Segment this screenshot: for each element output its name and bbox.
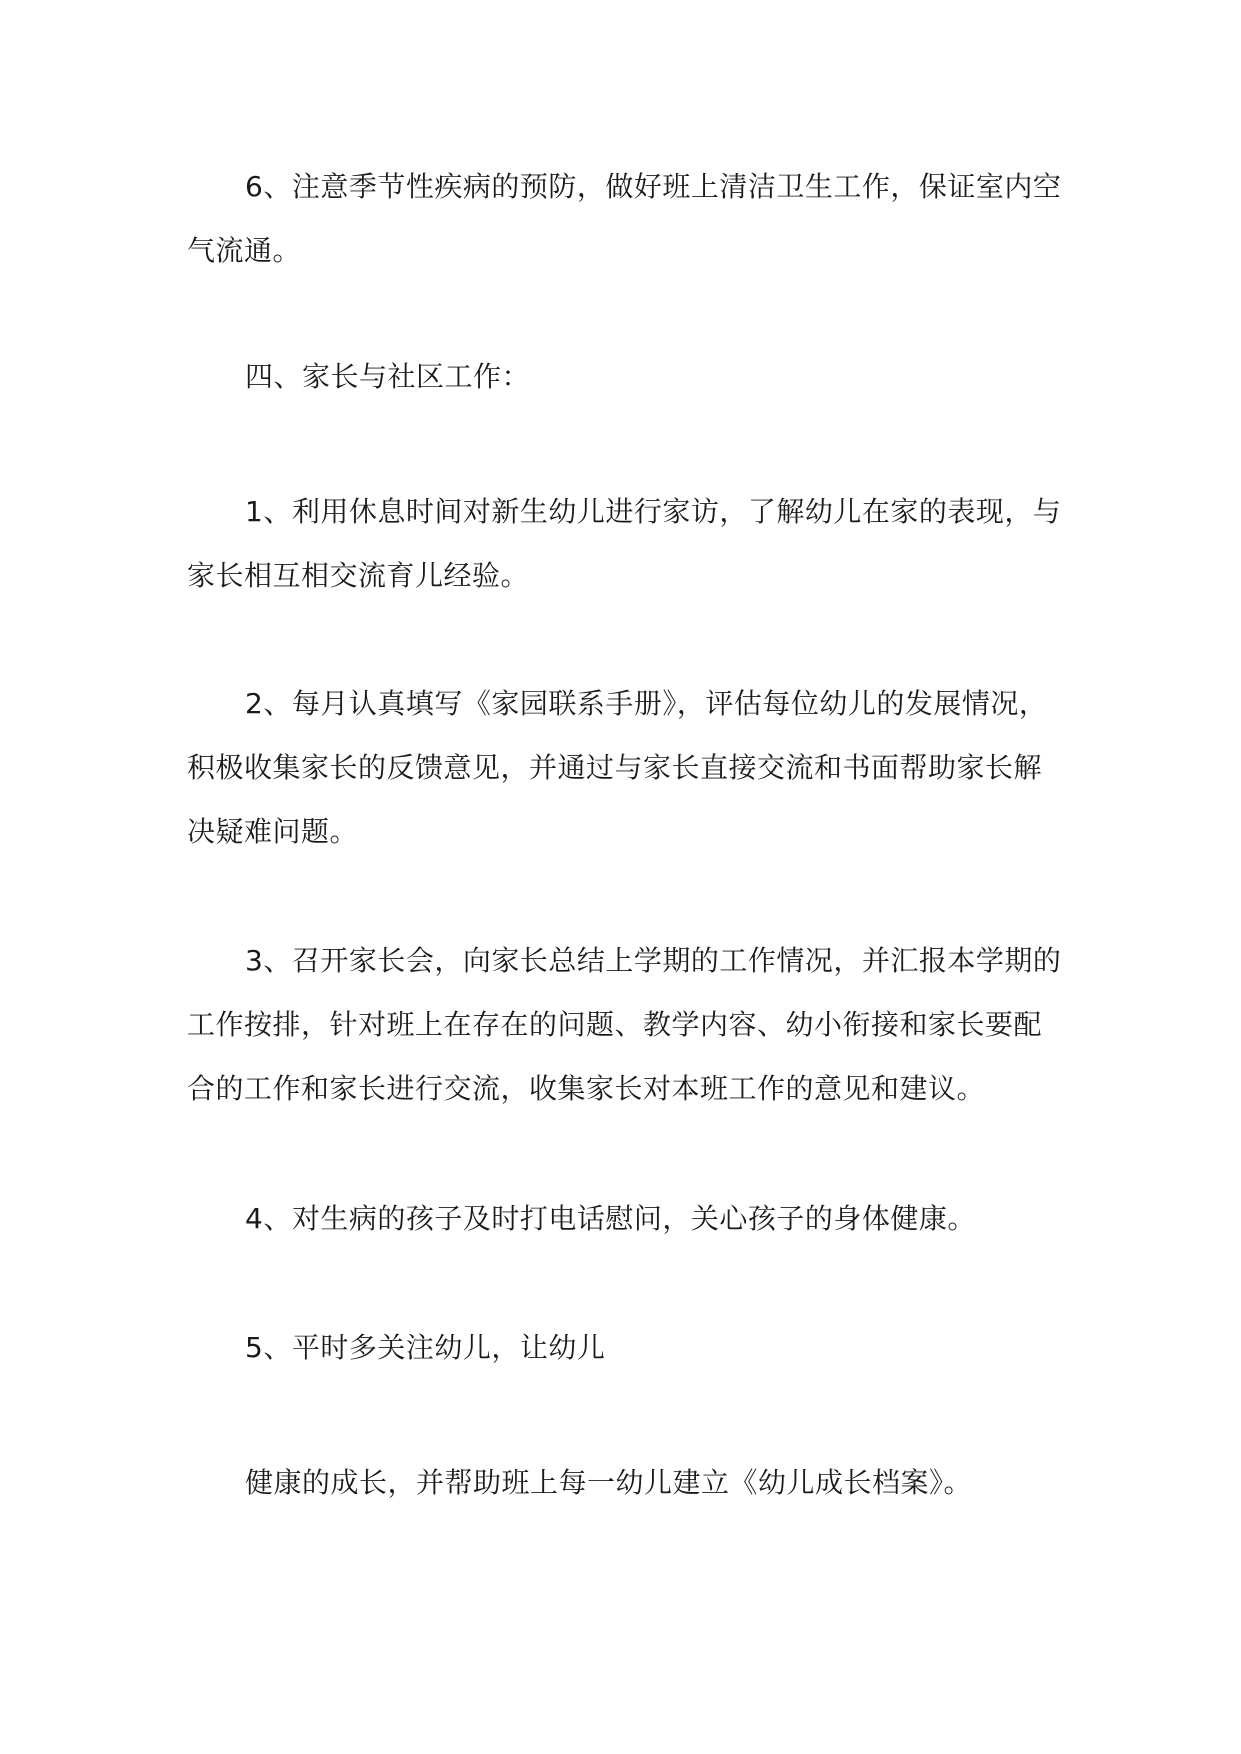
section-heading-parents-community: 四、家长与社区工作： [245,360,531,393]
paragraph-item-3-parent-meeting: 3、召开家长会，向家长总结上学期的工作情况，并汇报本学期的工作按排，针对班上在存在的问题、教学内容、幼小衔接和家长要配合的工作和家长进行交流，收集家长对本班工作的意见和建议。 [187,944,1062,1105]
paragraph-item-1-home-visit: 1、利用休息时间对新生幼儿进行家访，了解幼儿在家的表现，与家长相互相交流育儿经验。 [187,495,1062,592]
paragraph-item-6-hygiene: 6、注意季节性疾病的预防，做好班上清洁卫生工作，保证室内空气流通。 [187,170,1062,267]
paragraph-item-5-attention: 5、平时多关注幼儿，让幼儿 [245,1331,606,1364]
paragraph-growth-archive: 健康的成长，并帮助班上每一幼儿建立《幼儿成长档案》。 [245,1466,973,1499]
paragraph-item-4-sick-children: 4、对生病的孩子及时打电话慰问，关心孩子的身体健康。 [245,1202,976,1235]
paragraph-item-2-contact-manual: 2、每月认真填写《家园联系手册》，评估每位幼儿的发展情况，积极收集家长的反馈意见，并通过与家长直接交流和书面帮助家长解决疑难问题。 [187,687,1048,848]
